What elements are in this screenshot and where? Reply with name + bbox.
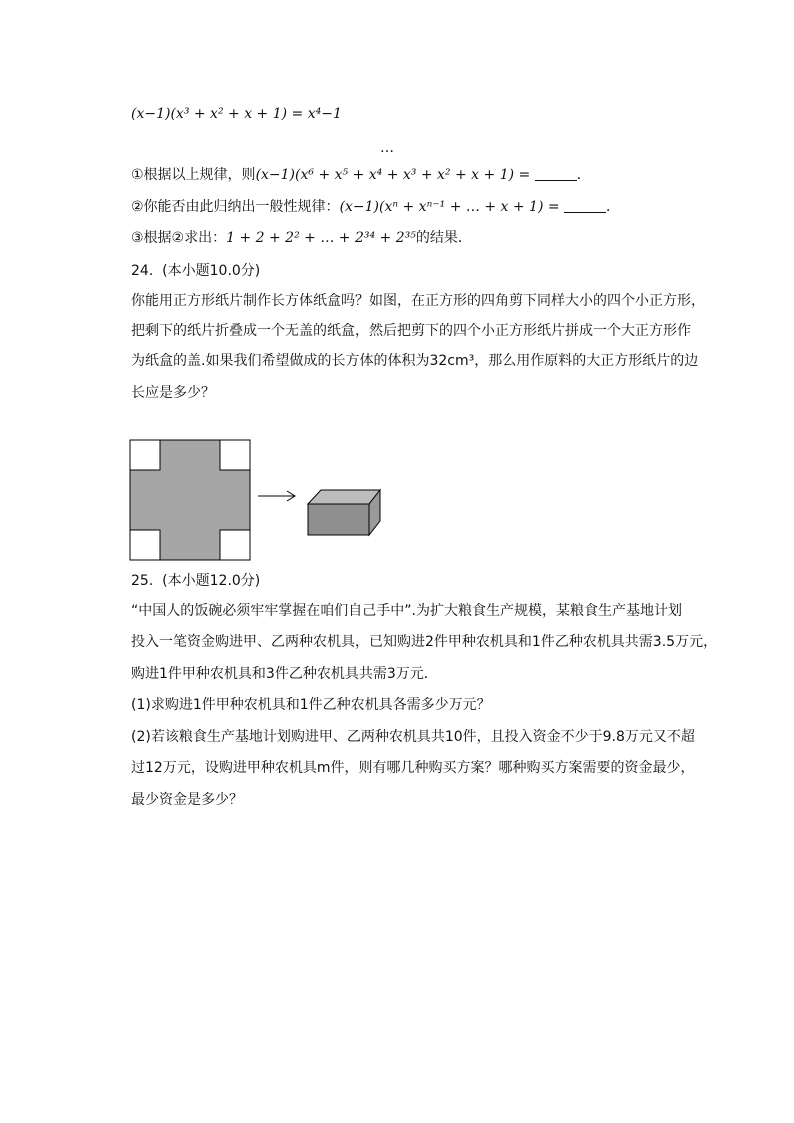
q25-number: 25. [131, 573, 154, 589]
box-front-face [308, 504, 369, 535]
corner-square-top-left [130, 440, 160, 470]
q25-line: 过12万元，设购进甲种农机具m件，则有哪几种购买方案？哪种购买方案需要的资金最少， [131, 760, 695, 776]
q24-score: (本小题10.0分) [162, 263, 261, 279]
q24-number: 24. [131, 263, 154, 279]
box-net-figure [128, 438, 388, 564]
part3-expression: 1 + 2 + 2² + … + 2³⁴ + 2³⁵ [226, 230, 416, 246]
box-top-face [308, 490, 380, 504]
q25-header [131, 570, 260, 590]
q25-line: 购进1件甲种农机具和3件乙种农机具共需3万元． [131, 666, 438, 682]
part3-suffix: 的结果． [415, 230, 472, 246]
part1-expression: (x−1)(x⁶ + x⁵ + x⁴ + x³ + x² + x + 1) = [255, 167, 531, 183]
part3-line [131, 228, 472, 248]
q24-line: 为纸盒的盖.如果我们希望做成的长方体的体积为32cm³，那么用作原料的大正方形纸片的边 [131, 353, 699, 369]
q24-line: 长应是多少？ [131, 385, 215, 401]
part1-line: ①根据以上规律，则(x−1)(x⁶ + x⁵ + x⁴ + x³ + x² + x + 1) = ． [131, 167, 591, 183]
q25-line: “中国人的饭碗必须牢牢掌握在咱们自己手中”.为扩大粮食生产规模，某粮食生产基地计划 [131, 603, 682, 619]
corner-square-top-right [220, 440, 250, 470]
q25-line: (2)若该粮食生产基地计划购进甲、乙两种农机具共10件，且投入资金不少于9.8万元又不超 [131, 729, 695, 745]
part2-line: ②你能否由此归纳出一般性规律：(x−1)(xⁿ + xⁿ⁻¹ + … + x + 1) = ． [131, 199, 621, 215]
q24-header [131, 260, 260, 280]
ellipsis: … [380, 140, 394, 156]
q25-line: 最少资金是多少？ [131, 792, 243, 808]
pattern-equation: (x−1)(x³ + x² + x + 1) = x⁴−1 [131, 106, 342, 122]
q24-line: 把剩下的纸片折叠成一个无盖的纸盒，然后把剪下的四个小正方形纸片拼成一个大正方形作 [131, 323, 691, 339]
corner-square-bottom-left [130, 530, 160, 560]
q24-line: 你能用正方形纸片制作长方体纸盒吗？如图，在正方形的四角剪下同样大小的四个小正方形， [131, 293, 705, 309]
q25-score: (本小题12.0分) [162, 573, 261, 589]
q25-line: (1)求购进1件甲种农机具和1件乙种农机具各需多少万元？ [131, 697, 491, 713]
part1-prefix: ①根据以上规律，则 [131, 167, 256, 183]
part2-answer-blank [564, 198, 606, 213]
corner-square-bottom-right [220, 530, 250, 560]
q25-line: 投入一笔资金购进甲、乙两种农机具，已知购进2件甲种农机具和1件乙种农机具共需3.5万元， [131, 634, 718, 650]
part1-answer-blank [535, 166, 577, 181]
part2-prefix: ②你能否由此归纳出一般性规律： [131, 199, 340, 215]
part3-prefix: ③根据②求出： [131, 230, 227, 246]
part2-expression: (x−1)(xⁿ + xⁿ⁻¹ + … + x + 1) = [339, 199, 560, 215]
